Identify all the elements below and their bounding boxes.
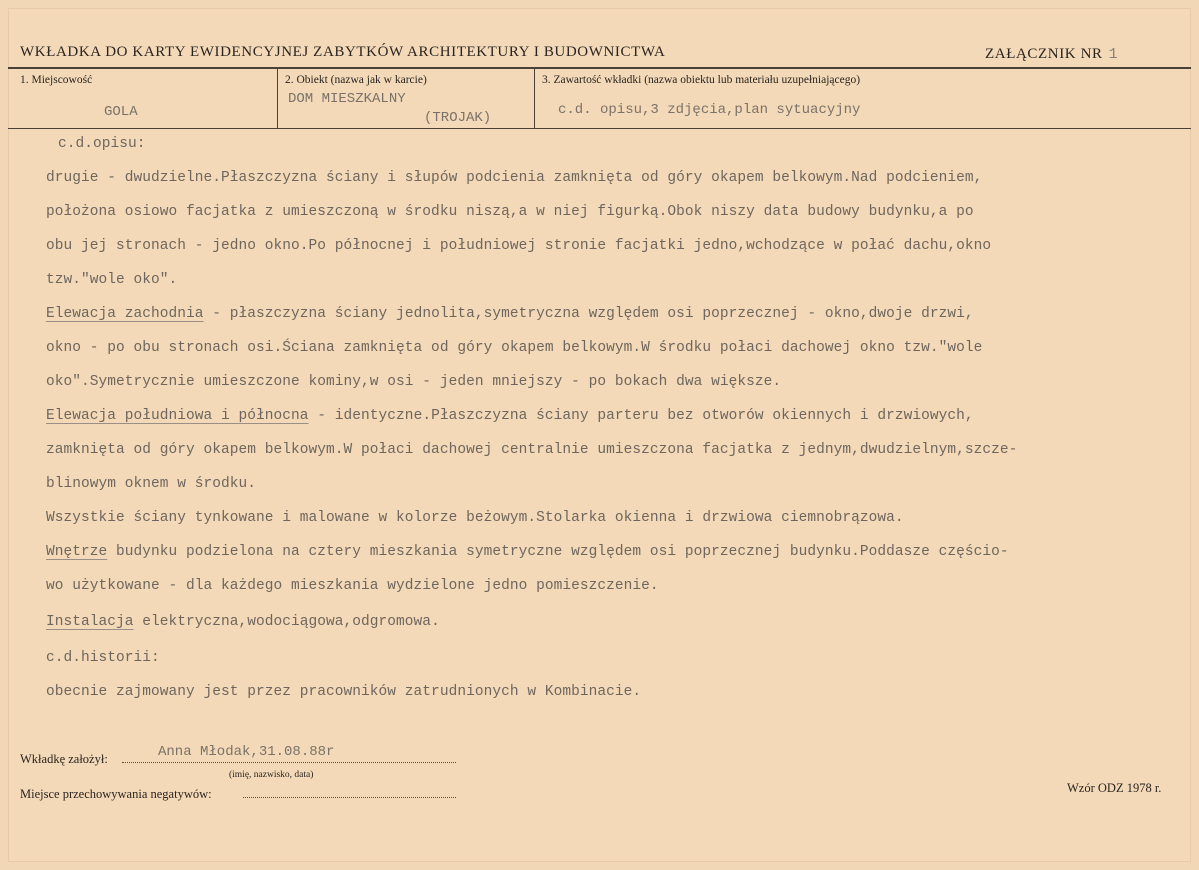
founded-line (122, 762, 456, 763)
storage-line (243, 797, 456, 798)
text-line: Wnętrze budynku podzielona na cztery mieszkania symetryczne względem osi poprzecznej budynku.Poddasze częścio- (46, 544, 1009, 560)
form-title: WKŁADKA DO KARTY EWIDENCYJNEJ ZABYTKÓW ARCHITEKTURY I BUDOWNICTWA (20, 44, 666, 60)
top-rule (8, 67, 1191, 69)
history-heading: c.d.historii: (46, 650, 160, 666)
template-label: Wzór ODZ 1978 r. (1067, 781, 1162, 795)
attachment-number (985, 46, 1118, 63)
record-sheet (8, 8, 1191, 862)
text-line: obecnie zajmowany jest przez pracowników zatrudnionych w Kombinacie. (46, 684, 642, 700)
text-line: okno - po obu stronach osi.Ściana zamknięta od góry okapem belkowym.W środku połaci dachowej okno tzw."wole (46, 340, 983, 356)
field-box-bottom-rule (8, 128, 1191, 129)
description-heading: c.d.opisu: (58, 136, 146, 152)
text-line: Elewacja południowa i północna - identyczne.Płaszczyzna ściany parteru bez otworów okiennych i drzwiowych, (46, 408, 974, 424)
text-line: obu jej stronach - jedno okno.Po północnej i południowej stronie facjatki jedno,wchodzące w połać dachu,okno (46, 238, 992, 254)
field-divider-1 (277, 68, 278, 128)
text-line: blinowym oknem w środku. (46, 476, 257, 492)
section-heading: Instalacja (46, 614, 134, 630)
attachment-value: 1 (1108, 46, 1119, 63)
object-label: 2. Obiekt (nazwa jak w karcie) (285, 74, 427, 86)
text-line: Wszystkie ściany tynkowane i malowane w kolorze beżowym.Stolarka okienna i drzwiowa ciemnobrązowa. (46, 510, 904, 526)
text-line: Elewacja zachodnia - płaszczyzna ściany jednolita,symetryczna względem osi poprzecznej - okno,dwoje drzwi, (46, 306, 974, 322)
founded-hint: (imię, nazwisko, data) (229, 770, 314, 780)
text-line: położona osiowo facjatka z umieszczoną w środku niszą,a w niej figurką.Obok niszy data budowy budynku,a po (46, 204, 974, 220)
section-heading: Elewacja południowa i północna (46, 408, 309, 424)
object-value: DOM MIESZKALNY (288, 91, 406, 107)
object-value-note: (TROJAK) (424, 110, 492, 126)
contents-value: c.d. opisu,3 zdjęcia,plan sytuacyjny (558, 102, 861, 118)
locality-label: 1. Miejscowość (20, 74, 93, 86)
section-heading: Elewacja zachodnia (46, 306, 204, 322)
section-heading: Wnętrze (46, 544, 108, 560)
field-divider-2 (534, 68, 535, 128)
locality-value: GOLA (104, 104, 138, 120)
contents-label: 3. Zawartość wkładki (nazwa obiektu lub materiału uzupełniającego) (542, 74, 861, 86)
founded-value: Anna Młodak,31.08.88r (158, 744, 335, 760)
text-line: oko".Symetrycznie umieszczone kominy,w osi - jeden mniejszy - po bokach dwa większe. (46, 374, 782, 390)
text-line: zamknięta od góry okapem belkowym.W połaci dachowej centralnie umieszczona facjatka z jednym,dwudzielnym,szcze- (46, 442, 1018, 458)
text-line: wo użytkowane - dla każdego mieszkania wydzielone jedno pomieszczenie. (46, 578, 659, 594)
storage-label: Miejsce przechowywania negatywów: (20, 787, 212, 801)
text-line: drugie - dwudzielne.Płaszczyzna ściany i słupów podcienia zamknięta od góry okapem belkowym.Nad podcieniem, (46, 170, 983, 186)
text-line: tzw."wole oko". (46, 272, 178, 288)
attachment-label: ZAŁĄCZNIK NR (985, 46, 1103, 62)
founded-label: Wkładkę założył: (20, 752, 108, 766)
text-line: Instalacja elektryczna,wodociągowa,odgromowa. (46, 614, 440, 630)
